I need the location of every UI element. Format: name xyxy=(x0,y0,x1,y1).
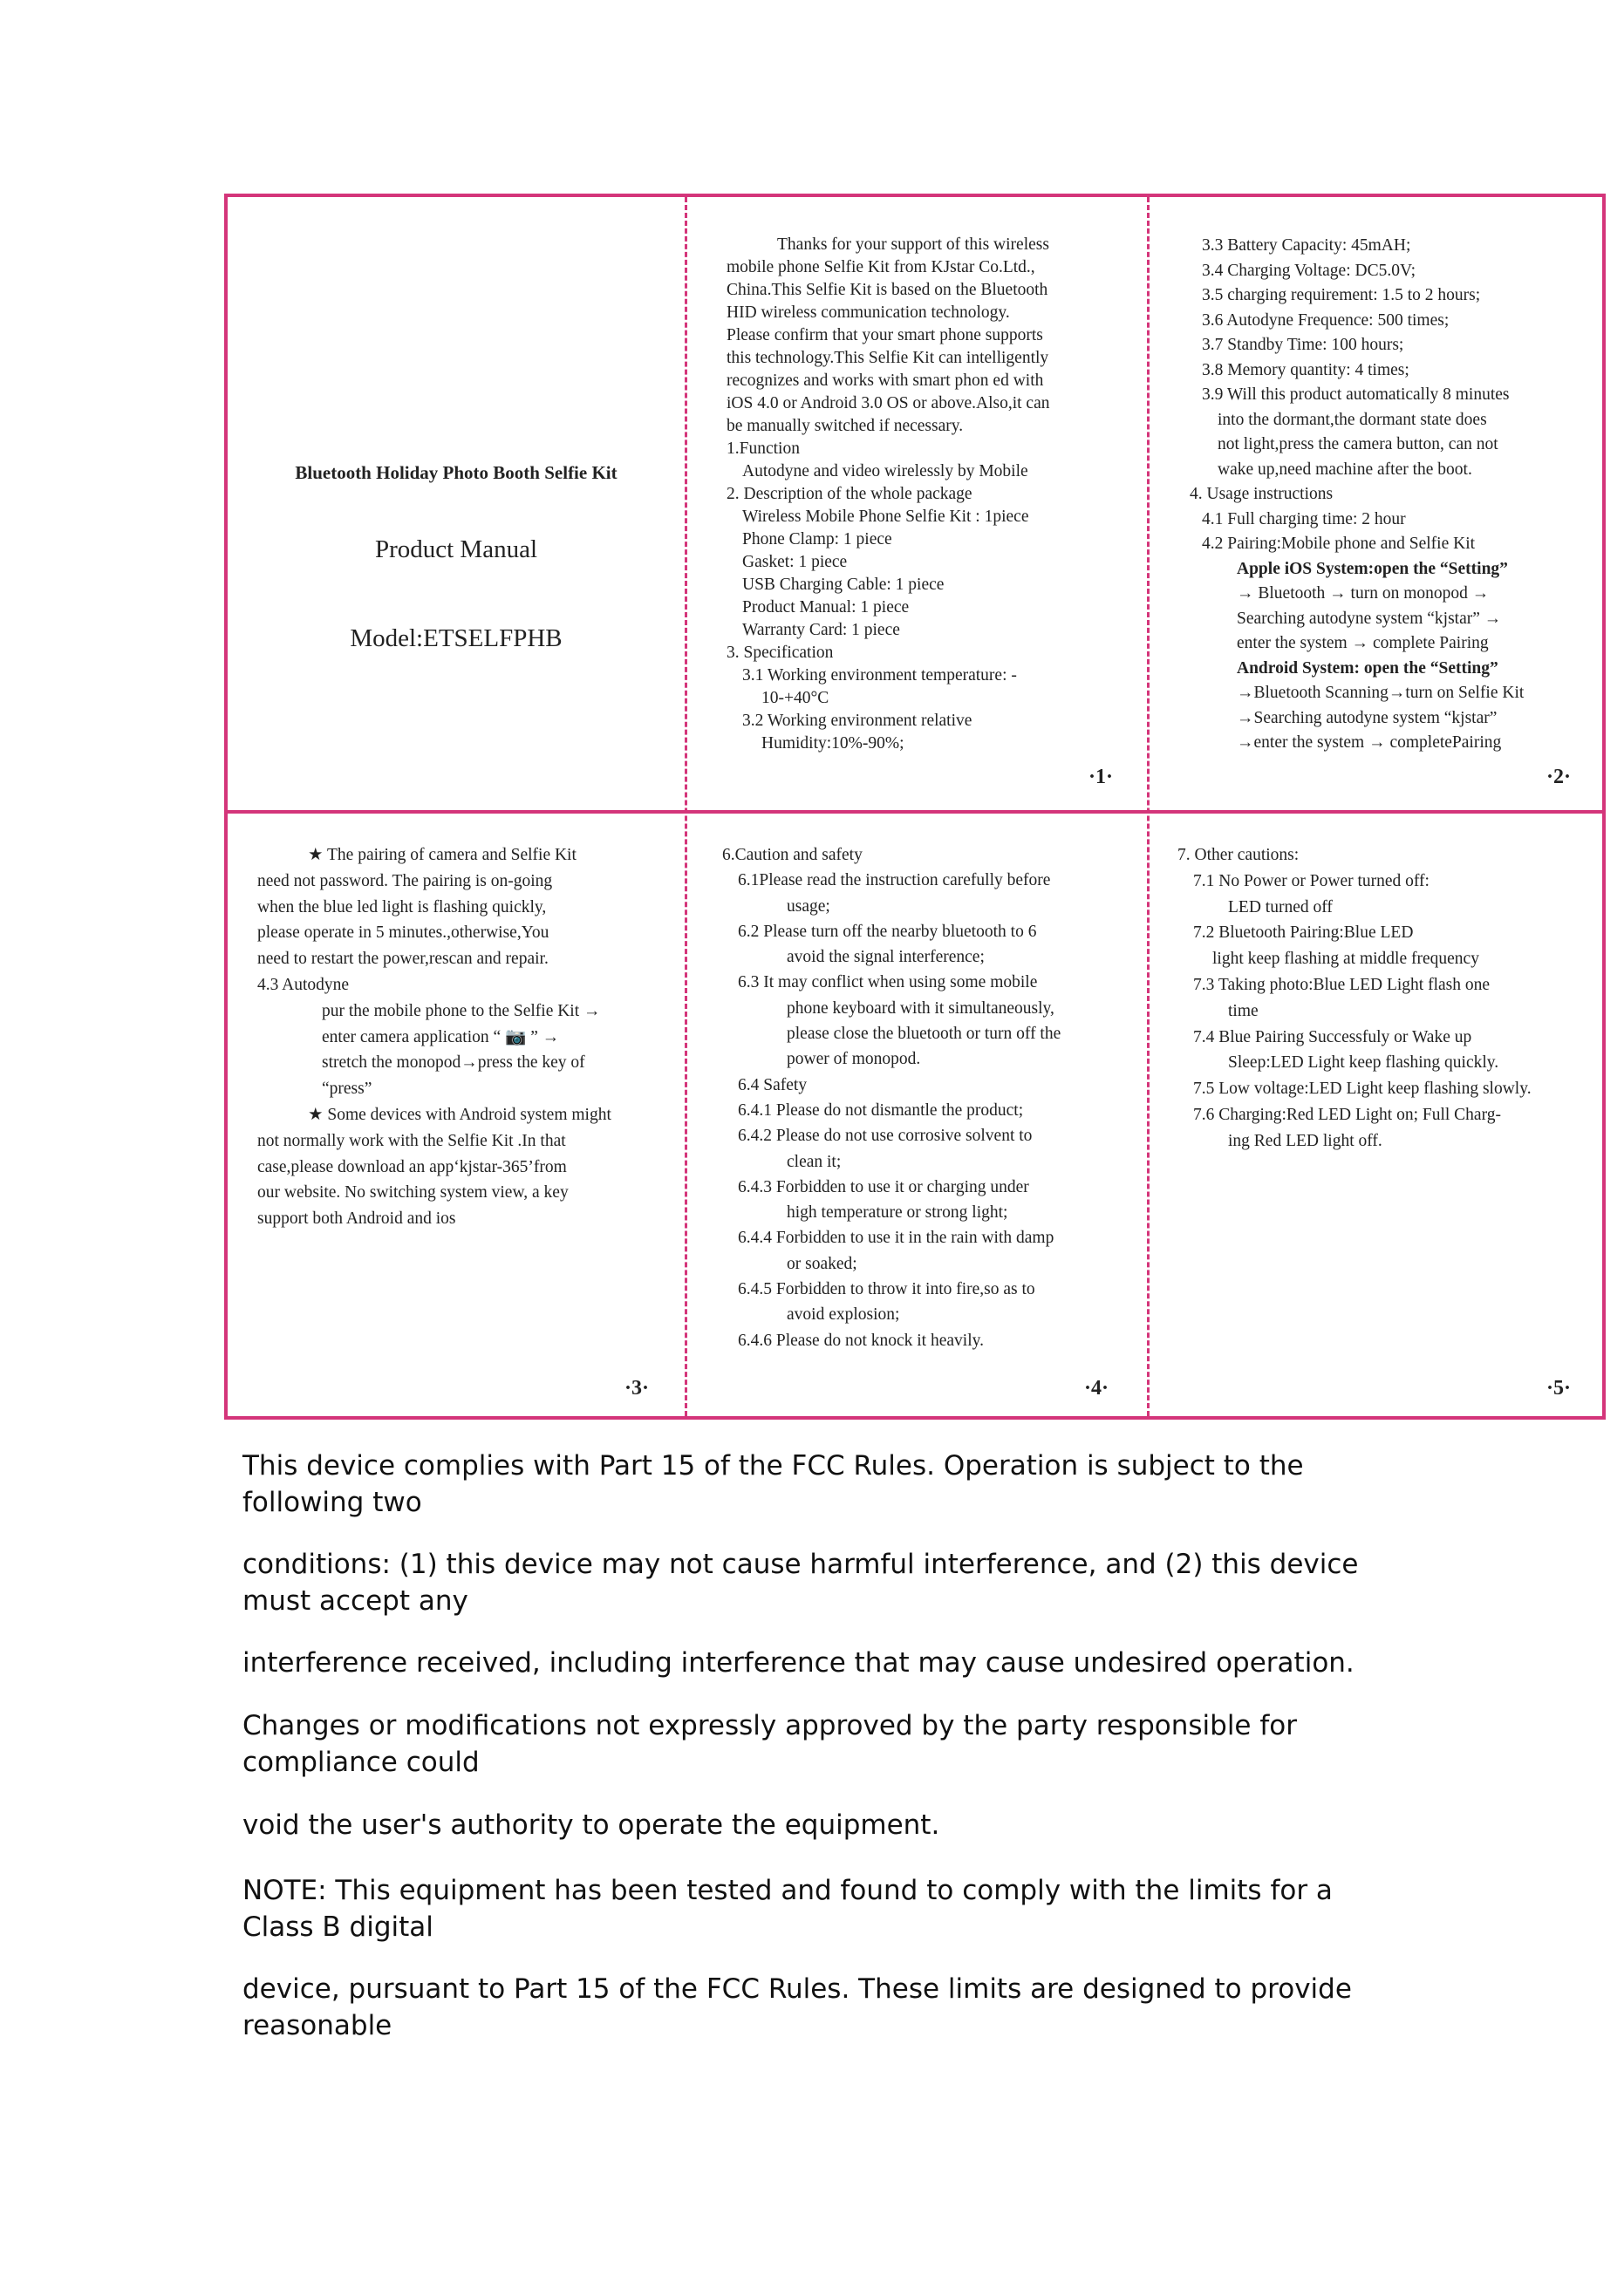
text-line: →enter the system → completePairing xyxy=(1237,733,1502,752)
text-line: avoid the signal interference; xyxy=(787,948,985,967)
text-line: 6.4.3 Forbidden to use it or charging under xyxy=(738,1177,1029,1196)
text-line: 3.5 charging requirement: 1.5 to 2 hours; xyxy=(1202,286,1481,304)
text-line: support both Android and ios xyxy=(257,1209,456,1229)
text-line: not light,press the camera button, can not xyxy=(1218,435,1498,453)
fcc-paragraph xyxy=(242,1807,1376,1843)
text-line: 3.4 Charging Voltage: DC5.0V; xyxy=(1202,261,1416,280)
text-line: 6.4 Safety xyxy=(738,1075,808,1094)
text-line: Phone Clamp: 1 piece xyxy=(742,530,892,548)
fcc-text: void the user's authority to operate the equipment. xyxy=(242,1809,940,1841)
text-line: 6.Caution and safety xyxy=(722,846,863,864)
text-line: 6.4.5 Forbidden to throw it into fire,so as to xyxy=(738,1280,1035,1299)
text-line: 3.9 Will this product automatically 8 minutes xyxy=(1202,385,1510,404)
text-line: not normally work with the Selfie Kit .In that xyxy=(257,1131,566,1150)
text-line: 4. Usage instructions xyxy=(1190,485,1334,503)
text-line: iOS 4.0 or Android 3.0 OS or above.Also,it can xyxy=(727,394,1050,412)
text-line: 6.4.4 Forbidden to use it in the rain with damp xyxy=(738,1229,1054,1248)
text-line: “press” xyxy=(322,1080,372,1099)
text-line: 7.6 Charging:Red LED Light on; Full Charg- xyxy=(1193,1105,1501,1124)
page-2-text xyxy=(1190,234,1525,756)
text-line: →Searching autodyne system “kjstar” xyxy=(1237,708,1498,727)
panel-page-3 xyxy=(228,814,685,1420)
text-line: or soaked; xyxy=(787,1254,857,1273)
text-line: Warranty Card: 1 piece xyxy=(742,621,900,639)
text-line: light keep flashing at middle frequency xyxy=(1212,950,1479,969)
text-line: 3.8 Memory quantity: 4 times; xyxy=(1202,360,1409,379)
cover-title: Bluetooth Holiday Photo Booth Selfie Kit xyxy=(295,462,618,483)
text-line: stretch the monopod→press the key of xyxy=(322,1053,585,1073)
text-line: 3.2 Working environment relative xyxy=(742,712,972,730)
fcc-paragraph xyxy=(242,1448,1376,1521)
cover-panel xyxy=(228,197,685,810)
text-line: USB Charging Cable: 1 piece xyxy=(742,576,945,594)
text-line: →Bluetooth Scanning→turn on Selfie Kit xyxy=(1237,684,1525,702)
text-line: 7.2 Bluetooth Pairing:Blue LED xyxy=(1193,923,1414,943)
fcc-paragraph xyxy=(242,1707,1376,1781)
text-line: Product Manual: 1 piece xyxy=(742,598,910,617)
text-line: case,please download an app‘kjstar-365’from xyxy=(257,1157,567,1176)
text-line: 3.1 Working environment temperature: - xyxy=(742,666,1017,685)
text-line: 7. Other cautions: xyxy=(1177,846,1300,864)
text-line: → Bluetooth → turn on monopod → xyxy=(1237,584,1490,603)
page-number: ·2· xyxy=(1546,766,1572,788)
text-line: 3.7 Standby Time: 100 hours; xyxy=(1202,336,1404,354)
text-line: 4.1 Full charging time: 2 hour xyxy=(1202,509,1406,528)
text-line: Android System: open the “Setting” xyxy=(1237,658,1498,678)
text-line: mobile phone Selfie Kit from KJstar Co.Ltd., xyxy=(727,258,1035,276)
text-line: 4.2 Pairing:Mobile phone and Selfie Kit xyxy=(1202,535,1476,553)
text-line: ing Red LED light off. xyxy=(1228,1131,1382,1150)
text-line: this technology.This Selfie Kit can intelligently xyxy=(727,349,1049,367)
text-line: 6.1Please read the instruction carefully before xyxy=(738,871,1051,890)
fcc-text: Changes or modifications not expressly approved by the party responsible for compliance could xyxy=(242,1710,1297,1778)
text-line: ★ The pairing of camera and Selfie Kit xyxy=(308,846,577,864)
text-line: our website. No switching system view, a key xyxy=(257,1183,569,1203)
text-line: pur the mobile phone to the Selfie Kit → xyxy=(322,1001,601,1020)
text-line: 2. Description of the whole package xyxy=(727,485,972,503)
page-number: ·1· xyxy=(1088,766,1114,788)
fcc-text: interference received, including interference that may cause undesired operation. xyxy=(242,1647,1354,1679)
text-line: 7.3 Taking photo:Blue LED Light flash one xyxy=(1193,975,1491,994)
text-line: HID wireless communication technology. xyxy=(727,303,1010,322)
text-line: avoid explosion; xyxy=(787,1305,900,1325)
cover-subtitle: Product Manual xyxy=(374,535,538,563)
page-5-text xyxy=(1177,842,1532,1155)
text-line: please operate in 5 minutes.,otherwise,You xyxy=(257,923,549,943)
fcc-text: conditions: (1) this device may not cause harmful interference, and (2) this device must accept any xyxy=(242,1549,1359,1617)
text-line: into the dormant,the dormant state does xyxy=(1218,410,1487,429)
fcc-text: NOTE: This equipment has been tested and found to comply with the limits for a Class B digital xyxy=(242,1875,1333,1943)
cover-model: Model:ETSELFPHB xyxy=(350,624,563,652)
fcc-text: This device complies with Part 15 of the FCC Rules. Operation is subject to the following two xyxy=(242,1450,1304,1518)
text-line: phone keyboard with it simultaneously, xyxy=(787,998,1054,1018)
text-line: 6.3 It may conflict when using some mobile xyxy=(738,973,1038,992)
text-line: Please confirm that your smart phone supports xyxy=(727,326,1043,344)
text-line: enter camera application “ 📷 ” → xyxy=(322,1027,560,1046)
page-1-text xyxy=(727,234,1049,755)
text-line: need not password. The pairing is on-going xyxy=(257,871,553,890)
fcc-text: device, pursuant to Part 15 of the FCC Rules. These limits are designed to provide reasonable xyxy=(242,1973,1352,2041)
text-line: be manually switched if necessary. xyxy=(727,417,964,435)
text-line: high temperature or strong light; xyxy=(787,1203,1008,1223)
panel-page-2 xyxy=(1150,197,1606,810)
panel-page-1 xyxy=(687,197,1147,810)
text-line: 6.4.6 Please do not knock it heavily. xyxy=(738,1331,984,1350)
text-line: 3.3 Battery Capacity: 45mAH; xyxy=(1202,236,1411,255)
text-line: 3. Specification xyxy=(727,644,834,662)
text-line: LED turned off xyxy=(1228,897,1333,916)
page-number: ·3· xyxy=(624,1377,650,1400)
text-line: time xyxy=(1228,1001,1259,1020)
text-line: ★ Some devices with Android system might xyxy=(308,1105,611,1124)
text-line: 1.Function xyxy=(727,439,800,458)
page-number: ·5· xyxy=(1546,1377,1572,1400)
text-line: Apple iOS System:open the “Setting” xyxy=(1237,559,1508,578)
text-line: 4.3 Autodyne xyxy=(257,975,350,994)
fcc-paragraph xyxy=(242,1872,1376,1945)
text-line: China.This Selfie Kit is based on the Bluetooth xyxy=(727,281,1048,299)
text-line: Gasket: 1 piece xyxy=(742,553,848,571)
text-line: when the blue led light is flashing quickly, xyxy=(257,897,547,916)
page-number: ·4· xyxy=(1084,1377,1109,1400)
text-line: Humidity:10%-90%; xyxy=(761,734,904,753)
text-line: 7.1 No Power or Power turned off: xyxy=(1193,871,1430,890)
text-line: 6.4.2 Please do not use corrosive solvent to xyxy=(738,1127,1033,1146)
text-line: Wireless Mobile Phone Selfie Kit : 1piece xyxy=(742,508,1029,526)
text-line: wake up,need machine after the boot. xyxy=(1218,460,1472,479)
text-line: please close the bluetooth or turn off the xyxy=(787,1025,1061,1044)
panel-page-5 xyxy=(1150,814,1606,1420)
text-line: 6.2 Please turn off the nearby bluetooth to 6 xyxy=(738,922,1037,941)
text-line: 3.6 Autodyne Frequence: 500 times; xyxy=(1202,310,1450,330)
text-line: 7.4 Blue Pairing Successfuly or Wake up xyxy=(1193,1027,1472,1046)
text-line: need to restart the power,rescan and repair. xyxy=(257,950,549,969)
text-line: power of monopod. xyxy=(787,1050,921,1069)
text-line: Thanks for your support of this wireless xyxy=(777,235,1049,254)
fcc-paragraph xyxy=(242,1546,1376,1619)
text-line: 7.5 Low voltage:LED Light keep flashing slowly. xyxy=(1193,1080,1532,1099)
fcc-paragraph xyxy=(242,1971,1376,2044)
page-4-text xyxy=(722,842,1061,1353)
manual-frame xyxy=(224,194,1606,1420)
panel-page-4 xyxy=(687,814,1147,1420)
text-line: Sleep:LED Light keep flashing quickly. xyxy=(1228,1053,1499,1073)
text-line: usage; xyxy=(787,896,830,916)
page-3-text xyxy=(257,842,611,1232)
fcc-paragraph xyxy=(242,1645,1376,1681)
text-line: 10-+40°C xyxy=(761,689,829,707)
text-line: enter the system → complete Pairing xyxy=(1237,634,1489,652)
text-line: Searching autodyne system “kjstar” → xyxy=(1237,609,1502,628)
text-line: recognizes and works with smart phon ed with xyxy=(727,371,1044,390)
text-line: clean it; xyxy=(787,1152,842,1171)
text-line: Autodyne and video wirelessly by Mobile xyxy=(742,462,1028,480)
text-line: 6.4.1 Please do not dismantle the product; xyxy=(738,1100,1024,1120)
